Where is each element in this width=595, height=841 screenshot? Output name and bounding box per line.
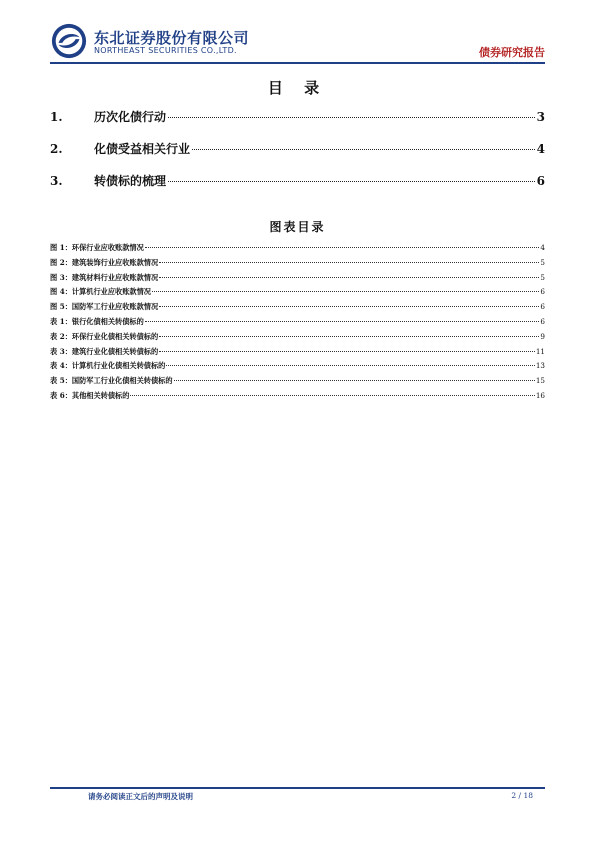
company-name-cn: 东北证券股份有限公司 <box>94 29 250 47</box>
page-number: 2 / 18 <box>511 791 533 800</box>
figure-entry-page: 5 <box>540 272 545 282</box>
figure-entry-label: 表 4：计算机行业化债相关转债标的 <box>50 361 166 371</box>
dot-leader <box>159 306 539 307</box>
dot-leader <box>145 247 540 248</box>
footer-divider <box>50 787 545 789</box>
company-logo-icon <box>50 22 88 60</box>
dot-leader <box>130 395 534 396</box>
dot-leader <box>174 380 535 381</box>
figure-list <box>50 243 545 406</box>
figure-entry[interactable] <box>50 302 545 317</box>
dot-leader <box>159 277 539 278</box>
dot-leader <box>168 117 535 118</box>
figure-entry-label: 图 3：建筑材料行业应收账款情况 <box>50 272 159 282</box>
footer-disclaimer: 请务必阅读正文后的声明及说明 <box>88 792 193 801</box>
page-header <box>50 22 545 62</box>
figure-entry-label: 图 1：环保行业应收账款情况 <box>50 243 144 252</box>
dot-leader <box>159 336 539 337</box>
figure-entry[interactable] <box>50 273 545 288</box>
toc-entry-page: 4 <box>536 142 545 156</box>
figure-entry-label: 表 3：建筑行业化债相关转债标的 <box>50 346 159 356</box>
figure-entry[interactable] <box>50 376 545 391</box>
dot-leader <box>159 351 535 352</box>
toc-list <box>50 108 545 204</box>
figure-entry[interactable] <box>50 243 545 258</box>
toc-entry-number: 2. <box>50 142 63 156</box>
header-divider <box>50 62 545 64</box>
dot-leader <box>145 321 540 322</box>
figure-entry[interactable] <box>50 332 545 347</box>
toc-entry[interactable] <box>50 172 545 204</box>
toc-entry-number: 3. <box>50 174 63 188</box>
figure-entry-label: 表 6：其他相关转债标的 <box>50 390 130 400</box>
toc-title: 目 录 <box>267 79 328 97</box>
figure-entry[interactable] <box>50 347 545 362</box>
figure-entry-page: 9 <box>540 331 545 341</box>
figure-entry-page: 6 <box>540 316 545 326</box>
figure-entry-label: 图 5：国防军工行业应收账款情况 <box>50 302 159 312</box>
figure-entry-label: 图 4：计算机行业应收账款情况 <box>50 287 151 297</box>
figure-entry-page: 5 <box>540 257 545 267</box>
figure-entry[interactable] <box>50 258 545 273</box>
figure-entry-page: 11 <box>535 346 545 356</box>
figure-entry-label: 表 2：环保行业化债相关转债标的 <box>50 331 159 341</box>
company-name-en: NORTHEAST SECURITIES CO.,LTD. <box>94 46 237 55</box>
figure-entry[interactable] <box>50 287 545 302</box>
dot-leader <box>168 181 535 182</box>
toc-entry-label: 转债标的梳理 <box>94 174 167 188</box>
figure-entry-page: 13 <box>535 361 545 371</box>
dot-leader <box>166 365 535 366</box>
dot-leader <box>159 262 539 263</box>
toc-entry-page: 6 <box>536 174 545 188</box>
toc-entry[interactable] <box>50 140 545 172</box>
figure-entry-page: 6 <box>540 302 545 312</box>
toc-entry-page: 3 <box>536 110 545 124</box>
figure-entry-page: 4 <box>540 243 545 252</box>
figure-entry-page: 16 <box>535 390 545 400</box>
figure-entry-label: 图 2：建筑装饰行业应收账款情况 <box>50 257 159 267</box>
toc-entry-label: 化债受益相关行业 <box>94 142 191 156</box>
toc-entry[interactable] <box>50 108 545 140</box>
figure-entry-label: 表 5：国防军工行业化债相关转债标的 <box>50 376 173 386</box>
figure-entry-label: 表 1：银行化债相关转债标的 <box>50 316 144 326</box>
figure-list-title: 图表目录 <box>269 220 326 234</box>
toc-entry-label: 历次化债行动 <box>94 110 167 124</box>
dot-leader <box>152 291 539 292</box>
figure-entry[interactable] <box>50 391 545 406</box>
dot-leader <box>192 149 535 150</box>
document-type: 债券研究报告 <box>479 46 545 59</box>
figure-entry[interactable] <box>50 317 545 332</box>
toc-entry-number: 1. <box>50 110 63 124</box>
figure-entry-page: 6 <box>540 287 545 297</box>
figure-entry[interactable] <box>50 361 545 376</box>
figure-entry-page: 15 <box>535 376 545 386</box>
